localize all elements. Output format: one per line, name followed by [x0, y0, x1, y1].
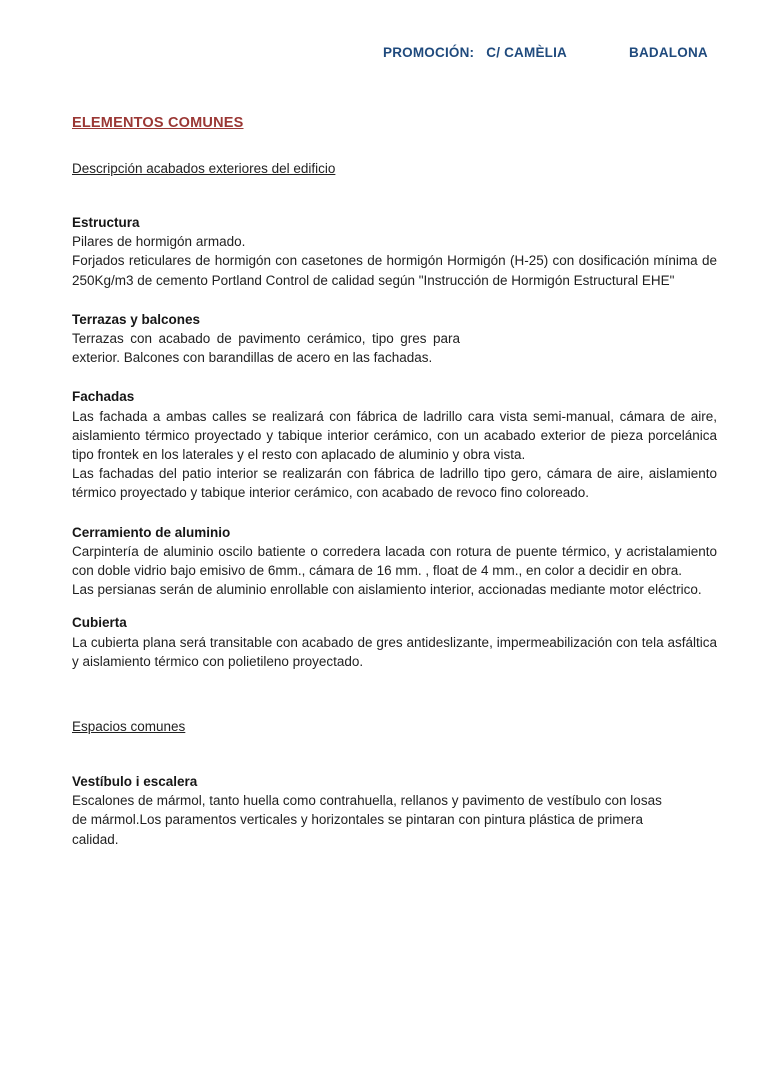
- section-heading: Cubierta: [72, 615, 127, 631]
- section-heading: Vestíbulo i escalera: [72, 774, 198, 790]
- section-paragraph: La cubierta plana será transitable con acabado de gres antideslizante, impermeabilización con tela asfáltica y aislamiento térmico con polietileno proyectado.: [72, 634, 717, 669]
- section-cubierta: [72, 613, 717, 671]
- section-fachadas: [72, 387, 717, 502]
- common-spaces-subtitle: Espacios comunes: [72, 719, 186, 735]
- section-heading: Cerramiento de aluminio: [72, 524, 231, 540]
- section-paragraph: Escalones de mármol, tanto huella como contrahuella, rellanos y pavimento de vestíbulo con losas de mármol.Los paramentos verticales y horizontales se pintaran con pintura plástica de primera calidad.: [72, 793, 662, 847]
- section-paragraph: Pilares de hormigón armado.: [72, 234, 246, 250]
- section-paragraph: Las persianas serán de aluminio enrollable con aislamiento interior, accionadas mediante motor eléctrico.: [72, 582, 702, 598]
- section-paragraph: Carpintería de aluminio oscilo batiente o corredera lacada con rotura de puente térmico, y acristalamiento con doble vidrio bajo emisivo de 6mm., cámara de 16 mm. , float de 4 mm., en color a decidir en obra.: [72, 543, 717, 579]
- section-vestibulo-escalera: [72, 772, 717, 849]
- section-paragraph: Las fachada a ambas calles se realizará con fábrica de ladrillo cara vista semi-manual, cámara de aire, aislamiento térmico proyectado y tabique interior cerámico, con un acabado exterior de pieza porcelánica tipo frontek en los laterales y el resto con aplacado de aluminio y obra vista.: [72, 408, 717, 463]
- exterior-finishes-subtitle: Descripción acabados exteriores del edificio: [72, 161, 336, 176]
- section-heading: Terrazas y balcones: [72, 311, 201, 327]
- promo-street: C/ CAMÈLIA: [486, 45, 567, 60]
- section-cerramiento-aluminio: [72, 523, 717, 600]
- section-terrazas-balcones: [72, 310, 717, 368]
- section-paragraph: Forjados reticulares de hormigón con casetones de hormigón Hormigón (H-25) con dosificación mínima de 250Kg/m3 de cemento Portland Control de calidad según "Instrucción de Hormigón Estructural EHE": [72, 253, 717, 288]
- promo-header: [383, 45, 717, 60]
- section-paragraph: Terrazas con acabado de pavimento cerámico, tipo gres para exterior. Balcones con barandillas de acero en las fachadas.: [72, 331, 460, 366]
- section-heading: Estructura: [72, 215, 140, 230]
- section-paragraph: Las fachadas del patio interior se realizarán con fábrica de ladrillo tipo gero, cámara de aire, aislamiento térmico proyectado y tabique interior cerámico, con acabado de revoco fino coloreado.: [72, 466, 717, 501]
- page-title: ELEMENTOS COMUNES: [72, 115, 244, 131]
- promo-label: PROMOCIÓN:: [383, 45, 475, 60]
- promo-city: BADALONA: [629, 45, 708, 60]
- section-estructura: [72, 213, 717, 290]
- section-heading: Fachadas: [72, 389, 135, 405]
